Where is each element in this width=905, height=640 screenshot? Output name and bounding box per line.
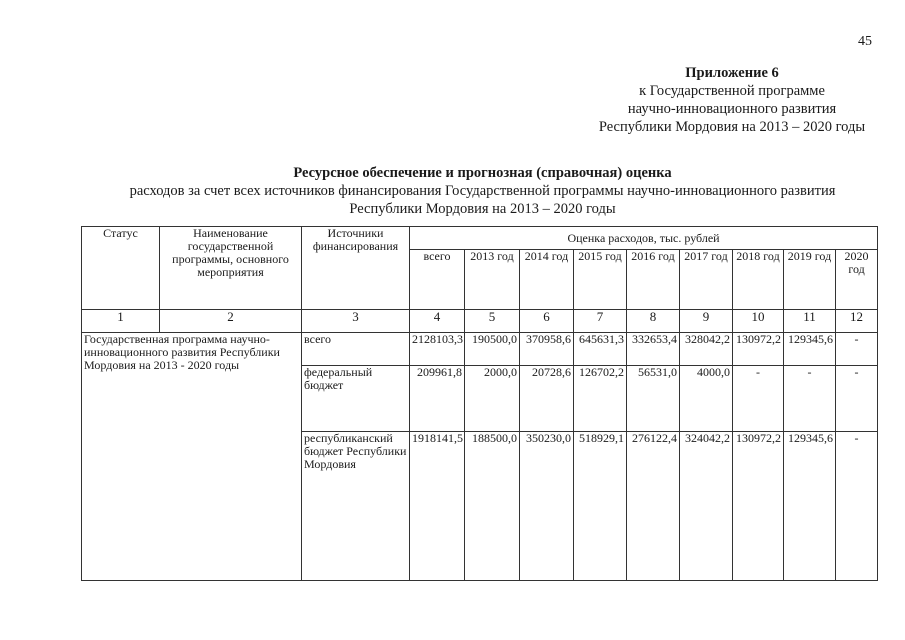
- value-cell: 4000,0: [680, 366, 733, 432]
- value-cell: 126702,2: [574, 366, 627, 432]
- column-number: 4: [410, 310, 465, 333]
- column-number: 6: [520, 310, 574, 333]
- column-number-row: [82, 310, 878, 333]
- appendix-line-3: Республики Мордовия на 2013 – 2020 годы: [598, 119, 866, 135]
- table-row: [82, 333, 878, 366]
- program-name: Государственная программа научно-инновационного развития Республики Мордовия на 2013 - 2020 годы: [82, 333, 302, 581]
- value-cell: 130972,2: [733, 333, 784, 366]
- value-cell: 1918141,5: [410, 432, 465, 581]
- header-year: 2014 год: [520, 250, 574, 310]
- source-cell: всего: [302, 333, 410, 366]
- header-year: 2013 год: [465, 250, 520, 310]
- appendix-title: Приложение 6: [685, 65, 779, 81]
- value-cell: -: [733, 366, 784, 432]
- value-cell: 328042,2: [680, 333, 733, 366]
- value-cell: 209961,8: [410, 366, 465, 432]
- header-row-1: [82, 227, 878, 250]
- value-cell: 130972,2: [733, 432, 784, 581]
- appendix-line-1: к Государственной программе: [639, 83, 825, 99]
- resource-table: [81, 226, 878, 581]
- column-number: 7: [574, 310, 627, 333]
- source-cell: федеральный бюджет: [302, 366, 410, 432]
- column-number: 1: [82, 310, 160, 333]
- column-number: 5: [465, 310, 520, 333]
- column-number: 9: [680, 310, 733, 333]
- value-cell: 56531,0: [627, 366, 680, 432]
- header-status: Статус: [82, 227, 160, 310]
- header-year: 2017 год: [680, 250, 733, 310]
- value-cell: 370958,6: [520, 333, 574, 366]
- page-number: 45: [858, 34, 872, 49]
- value-cell: 2000,0: [465, 366, 520, 432]
- column-number: 11: [784, 310, 836, 333]
- value-cell: 129345,6: [784, 333, 836, 366]
- value-cell: 2128103,3: [410, 333, 465, 366]
- value-cell: -: [836, 432, 878, 581]
- header-year: 2020 год: [836, 250, 878, 310]
- appendix-header: [587, 64, 877, 136]
- value-cell: 332653,4: [627, 333, 680, 366]
- column-number: 10: [733, 310, 784, 333]
- header-sources: Источники финансирования: [302, 227, 410, 310]
- column-number: 12: [836, 310, 878, 333]
- value-cell: 129345,6: [784, 432, 836, 581]
- column-number: 3: [302, 310, 410, 333]
- header-year: всего: [410, 250, 465, 310]
- value-cell: 350230,0: [520, 432, 574, 581]
- source-cell: республиканский бюджет Республики Мордовия: [302, 432, 410, 581]
- document-title-main: Ресурсное обеспечение и прогнозная (справочная) оценка: [293, 165, 672, 181]
- column-number: 2: [160, 310, 302, 333]
- value-cell: -: [836, 333, 878, 366]
- header-year: 2016 год: [627, 250, 680, 310]
- value-cell: 20728,6: [520, 366, 574, 432]
- value-cell: 188500,0: [465, 432, 520, 581]
- header-estimate: Оценка расходов, тыс. рублей: [410, 227, 878, 250]
- value-cell: 276122,4: [627, 432, 680, 581]
- value-cell: 324042,2: [680, 432, 733, 581]
- document-title-line-3: Республики Мордовия на 2013 – 2020 годы: [349, 201, 616, 217]
- value-cell: -: [836, 366, 878, 432]
- appendix-line-2: научно-инновационного развития: [627, 101, 837, 117]
- document-title-line-2: расходов за счет всех источников финансирования Государственной программы научно-инновационного развития: [129, 183, 836, 199]
- value-cell: 645631,3: [574, 333, 627, 366]
- header-year: 2015 год: [574, 250, 627, 310]
- document-title: [80, 164, 885, 218]
- header-year: 2018 год: [733, 250, 784, 310]
- value-cell: -: [784, 366, 836, 432]
- header-year: 2019 год: [784, 250, 836, 310]
- value-cell: 518929,1: [574, 432, 627, 581]
- header-name: Наименование государственной программы, основного мероприятия: [160, 227, 302, 310]
- column-number: 8: [627, 310, 680, 333]
- value-cell: 190500,0: [465, 333, 520, 366]
